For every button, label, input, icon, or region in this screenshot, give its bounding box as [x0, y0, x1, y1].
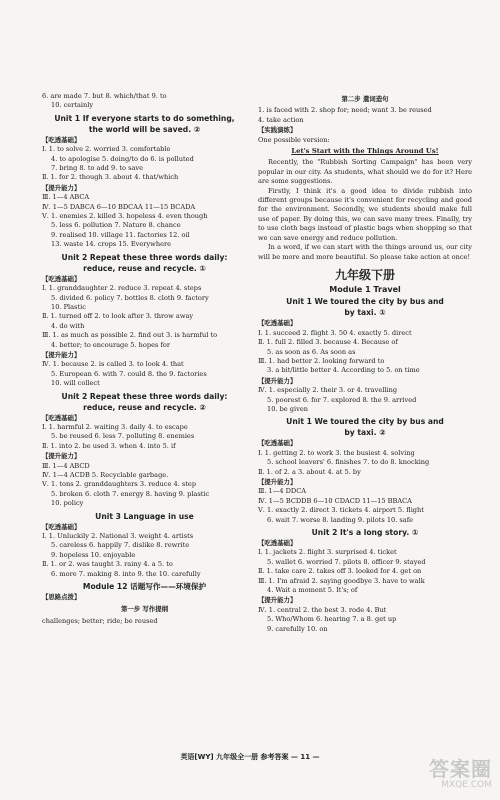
unit-title-line: Unit 1 We toured the city by bus and	[286, 417, 444, 427]
version-label: One possible version:	[258, 135, 330, 144]
essay-title: Let's Start with the Things Around Us!	[291, 147, 439, 156]
answer-line: 10. will collect	[51, 379, 100, 388]
answer-line: Ⅱ. 1. into 2. be used 3. when 4. into 5. if	[42, 441, 176, 450]
answer-line: Ⅰ. 1. getting 2. to work 3. the busiest 4. solving	[258, 448, 415, 457]
answer-line: Ⅲ. 1. as much as possible 2. find out 3. is harmful to	[42, 331, 218, 340]
answer-line: Ⅱ. 1. take care 2. takes off 3. looked for 4. get on	[258, 567, 422, 576]
section-label: 【吃透基础】	[42, 522, 81, 531]
answer-line: Ⅲ. 1. I'm afraid 2. saying goodbye 3. have to walk	[258, 576, 425, 585]
section-label: 【提升能力】	[42, 350, 81, 359]
unit-title	[42, 113, 247, 135]
unit-title-line: by taxi. ②	[344, 428, 386, 438]
answer-line: 5. wallet 6. worried 7. pilots 8. officer 9. stayed	[267, 557, 426, 566]
answer-line: Ⅰ. 1. Unluckily 2. National 3. weight 4. artists	[42, 532, 194, 541]
answer-line: Ⅰ. 1. to solve 2. worried 3. comfortable	[42, 145, 171, 154]
section-label: 【思路点拨】	[42, 593, 81, 602]
watermark-text: 答案圈	[429, 757, 492, 781]
answer-line: Ⅱ. 1. for 2. though 3. about 4. that/which	[42, 173, 179, 182]
left-column	[42, 92, 247, 626]
answer-line: 5. less 6. pollution 7. Nature 8. chance	[51, 221, 181, 230]
essay-paragraph: In a word, if we can start with the things around us, our city will be more and more beautiful. So please take action at once!	[258, 243, 472, 261]
answer-line: 10. Plastic	[51, 302, 86, 311]
step-heading: 第二步 遣词造句	[341, 95, 389, 103]
unit-title-line: the world will be saved. ②	[88, 124, 201, 134]
answer-line: Ⅰ. 1. harmful 2. waiting 3. daily 4. to escape	[42, 422, 188, 431]
section-label: 【实践演练】	[258, 126, 297, 135]
unit-title-line: reduce, reuse and recycle. ①	[83, 263, 206, 273]
answer-line: 5. poorest 6. for 7. explored 8. the 9. arrived	[267, 395, 417, 404]
answer-line: 9. carefully 10. on	[267, 624, 328, 633]
section-label: 【提升能力】	[258, 596, 297, 605]
answer-line: Ⅳ. 1—5 DABCA 6—10 BDCAA 11—15 BCADA	[42, 202, 196, 211]
answer-line: 5. careless 6. happily 7. dislike 8. rewrite	[51, 541, 190, 550]
answer-line: Ⅳ. 1—5 BCDDB 6—10 CDACD 11—15 BBACA	[258, 496, 412, 505]
answer-line: 3. a bit/little better 4. According to 5. on time	[267, 366, 420, 375]
answer-line: Ⅴ. 1. tons 2. granddaughters 3. reduce 4. step	[42, 480, 197, 489]
right-column	[258, 92, 472, 634]
section-label: 【吃透基础】	[42, 274, 81, 283]
answer-line: Ⅱ. 1. turned off 2. to look after 3. throw away	[42, 312, 194, 321]
answer-line: 4. Wait a moment 5. It's; of	[267, 586, 358, 595]
grade-heading: 九年级下册	[334, 267, 395, 282]
watermark-site: MXQE.COM	[441, 780, 492, 790]
unit-title-line: Unit 1 If everyone starts to do something,	[54, 113, 235, 123]
answer-line: 9. realised 10. village 11. factories 12. oil	[51, 230, 190, 239]
section-label: 【提升能力】	[42, 452, 81, 461]
unit-title-line: Unit 2 Repeat these three words daily:	[61, 391, 228, 401]
unit-title-line: Unit 2 Repeat these three words daily:	[61, 252, 228, 262]
text-line: 6. are made 7. but 8. which/that 9. to	[42, 92, 167, 100]
answer-line: 5. be reused 6. less 7. polluting 8. enemies	[51, 432, 195, 441]
answer-line: 5. divided 6. policy 7. bottles 8. cloth 9. factory	[51, 293, 209, 302]
section-label: 【提升能力】	[258, 376, 297, 385]
section-label: 【提升能力】	[258, 478, 297, 486]
answer-line: 9. hopeless 10. enjoyable	[51, 550, 136, 559]
answer-line: 1. is faced with 2. shop for; need; want 3. be reused	[258, 106, 432, 115]
answer-line: 10. policy	[51, 499, 84, 508]
step-heading: 第一步 写作提纲	[121, 605, 168, 614]
unit-title	[258, 296, 472, 318]
module-title: Module 12 话题写作——环境保护	[82, 582, 207, 592]
answer-line: 5. European 6. with 7. could 8. the 9. factories	[51, 369, 207, 378]
answer-line: Ⅱ. 1. or 2. was taught 3. rainy 4. a 5. to	[42, 560, 173, 569]
answer-line: Ⅴ. 1. exactly 2. direct 3. tickets 4. airport 5. flight	[258, 506, 424, 515]
unit-title	[258, 416, 472, 438]
answer-line: 4. to apologise 5. doing/to do 6. is polluted	[51, 154, 194, 163]
answer-line: 6. more 7. making 8. into 9. the 10. carefully	[51, 569, 201, 578]
answer-line: Ⅴ. 1. enemies 2. killed 3. hopeless 4. even though	[42, 212, 208, 221]
answer-line: Ⅲ. 1. had better 2. looking forward to	[258, 356, 385, 365]
answer-line: Ⅳ. 1—4 ACDB 5. Recyclable garbage.	[42, 471, 169, 479]
answer-line: 5. Who/Whom 6. hearing 7. a 8. get up	[267, 615, 397, 624]
section-label: 【吃透基础】	[42, 413, 81, 422]
answer-line: 4. take action	[258, 115, 304, 124]
answer-line: challenges; better; ride; be reused	[42, 616, 158, 625]
essay-paragraph: Firstly, I think it's a good idea to divide rubbish into different groups because it's convenient for recycling and good for the environment. Secondly, we students should make full use of paper. By doing this, we can save many trees. Finally, try to use cloth bags instead of plastic bags when shopping so that we can save energy and reduce pollution.	[258, 186, 472, 242]
answer-line: Ⅰ. 1. jackets 2. flight 3. surprised 4. ticket	[258, 548, 397, 557]
section-label: 【吃透基础】	[258, 319, 297, 328]
answer-line: Ⅲ. 1—4 DDCA	[258, 487, 307, 496]
essay-paragraph: Recently, the "Rubbish Sorting Campaign" has been very popular in our city. As students, what should we do for it? Here are some suggestions.	[258, 158, 472, 186]
section-label: 【提升能力】	[42, 183, 81, 192]
answer-line: Ⅱ. 1. full 2. filled 3. because 4. Because of	[258, 338, 398, 347]
answer-line: Ⅳ. 1. because 2. is called 3. to look 4. that	[42, 360, 184, 369]
page-footer: 英语[WY] 九年级全一册 参考答案 — 11 —	[180, 753, 320, 761]
section-label: 【吃透基础】	[258, 539, 297, 548]
unit-title-line: by taxi. ①	[344, 308, 386, 318]
answer-line: Ⅲ. 1—4 ABCD	[42, 461, 90, 470]
answer-line: 5. as soon as 6. As soon as	[267, 347, 356, 356]
section-label: 【吃透基础】	[258, 439, 297, 448]
answer-line: Ⅳ. 1. central 2. the best 3. rode 4. But	[258, 605, 387, 614]
unit-title	[42, 391, 247, 413]
answer-line: 5. broken 6. cloth 7. energy 8. having 9. plastic	[51, 489, 210, 498]
watermark-logo	[412, 758, 492, 794]
answer-line: 10. be given	[267, 404, 309, 413]
unit-title	[42, 252, 247, 274]
unit-title-line: Unit 1 We toured the city by bus and	[286, 297, 444, 307]
answer-line: Ⅰ. 1. succeed 2. flight 3. 50 4. exactly 5. direct	[258, 328, 412, 337]
answer-line: Ⅳ. 1. especially 2. their 3. or 4. travelling	[258, 386, 398, 395]
module-title: Module 1 Travel	[329, 284, 401, 294]
unit-title-line: reduce, reuse and recycle. ②	[83, 402, 206, 412]
unit-title: Unit 2 It's a long story. ①	[311, 528, 419, 538]
unit-title: Unit 3 Language in use	[95, 511, 194, 521]
answer-line: Ⅱ. 1. of 2. a 3. about 4. at 5. by	[258, 467, 361, 476]
answer-line: 6. wait 7. worse 8. landing 9. pilots 10. safe	[267, 515, 414, 524]
answer-line: 13. waste 14. crops 15. Everywhere	[51, 240, 172, 249]
answer-line: 4. do with	[51, 321, 85, 330]
answer-line: Ⅲ. 1—4 ABCA	[42, 193, 90, 202]
section-label: 【吃透基础】	[42, 135, 81, 144]
answer-line: 4. better; to encourage 5. hopes for	[51, 340, 171, 349]
text-line: 10. certainly	[51, 101, 94, 110]
answer-line: 5. school leavers' 6. finishes 7. to do 8. knocking	[267, 458, 430, 467]
answer-line: Ⅰ. 1. granddaughter 2. reduce 3. repeat 4. steps	[42, 284, 202, 293]
answer-line: 7. bring 8. to add 9. to save	[51, 164, 144, 173]
